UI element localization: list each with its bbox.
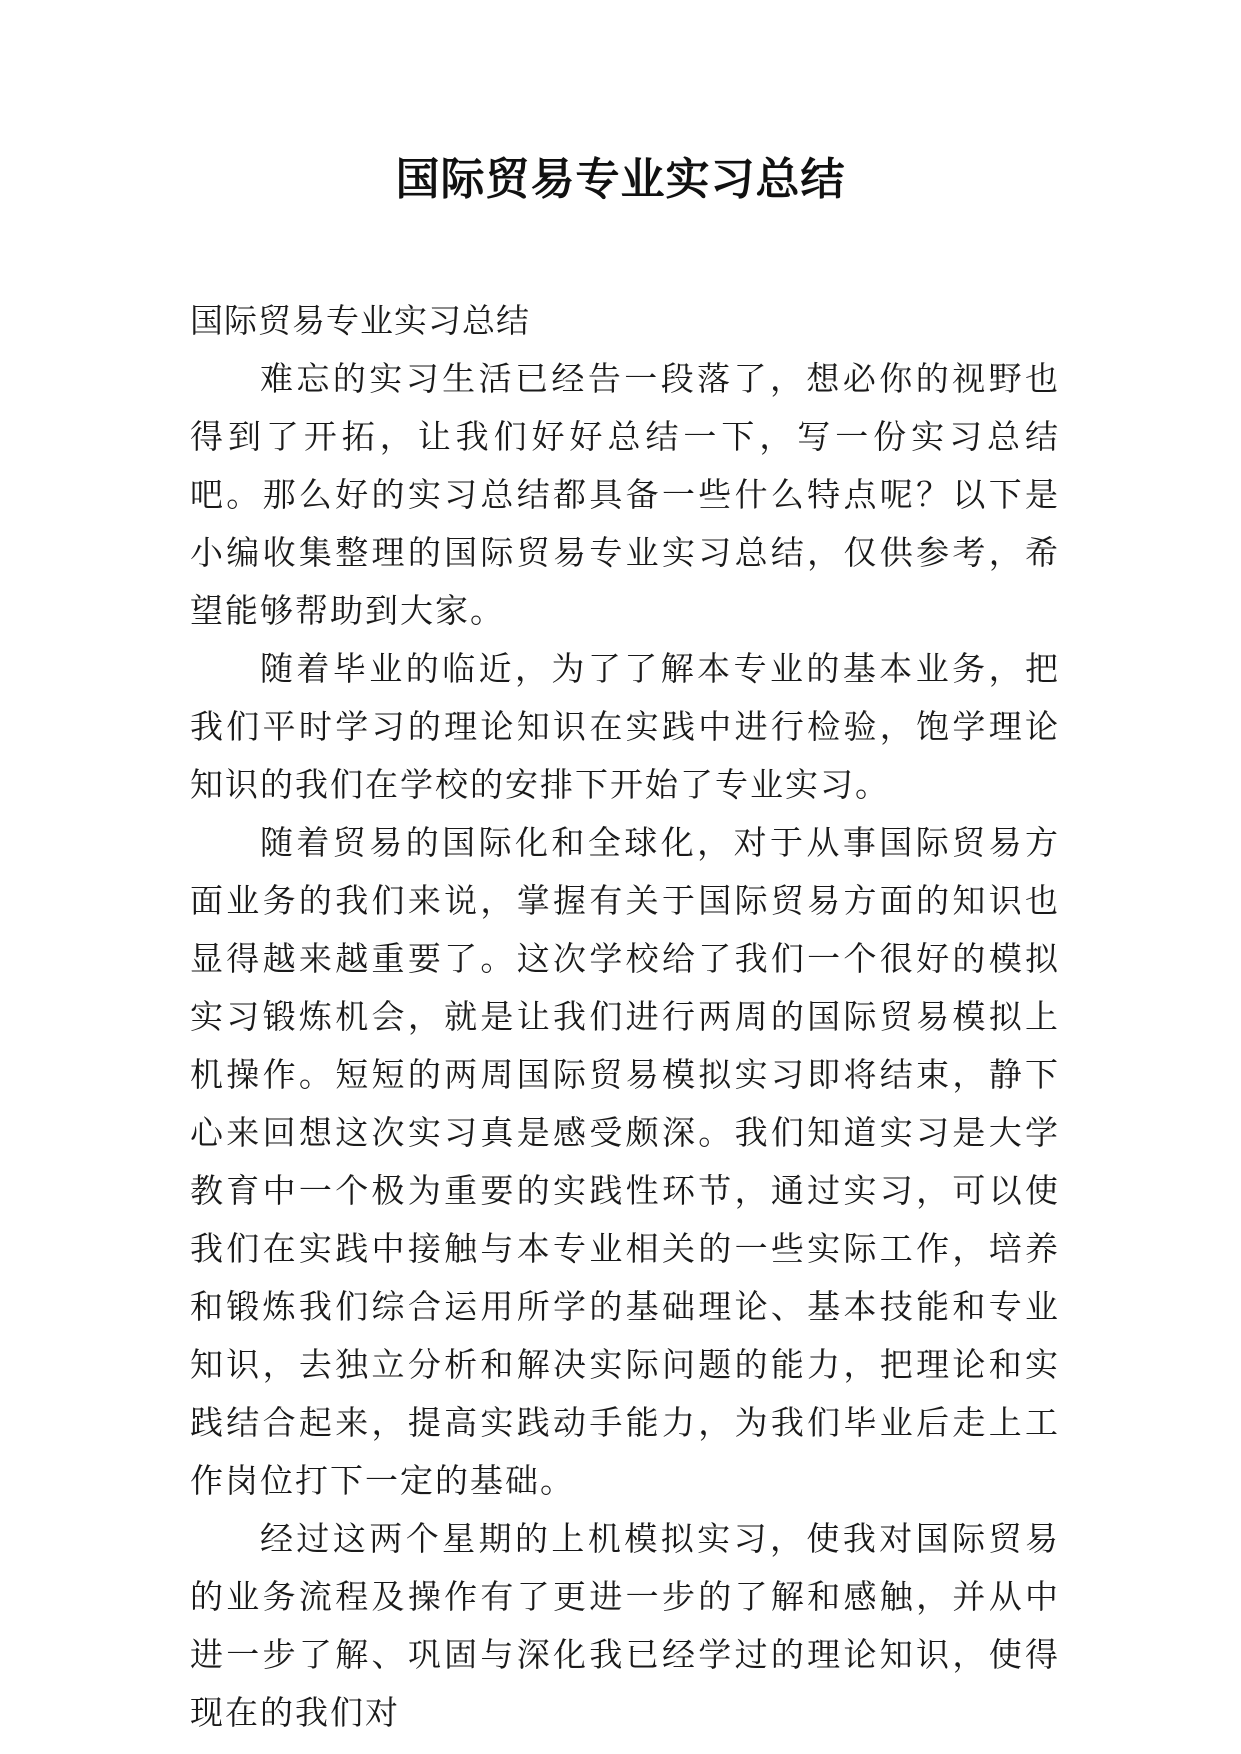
document-title: 国际贸易专业实习总结 (395, 154, 846, 205)
document-subtitle: 国际贸易专业实习总结 (190, 301, 530, 340)
paragraph-intro: 难忘的实习生活已经告一段落了，想必你的视野也得到了开拓，让我们好好总结一下，写一份实习总结吧。那么好的实习总结都具备一些什么特点呢？以下是小编收集整理的国际贸易专业实习总结，仅供参考，希望能够帮助到大家。 (190, 359, 1060, 630)
document-body (190, 292, 1060, 1742)
paragraph-globalization: 随着贸易的国际化和全球化，对于从事国际贸易方面业务的我们来说，掌握有关于国际贸易方面的知识也显得越来越重要了。这次学校给了我们一个很好的模拟实习锻炼机会，就是让我们进行两周的国际贸易模拟上机操作。短短的两周国际贸易模拟实习即将结束，静下心来回想这次实习真是感受颇深。我们知道实习是大学教育中一个极为重要的实践性环节，通过实习，可以使我们在实践中接触与本专业相关的一些实际工作，培养和锻炼我们综合运用所学的基础理论、基本技能和专业知识，去独立分析和解决实际问题的能力，把理论和实践结合起来，提高实践动手能力，为我们毕业后走上工作岗位打下一定的基础。 (190, 823, 1060, 1500)
paragraph-simulation: 经过这两个星期的上机模拟实习，使我对国际贸易的业务流程及操作有了更进一步的了解和感触，并从中进一步了解、巩固与深化我已经学过的理论知识，使得现在的我们对 (190, 1519, 1060, 1732)
paragraph-graduation: 随着毕业的临近，为了了解本专业的基本业务，把我们平时学习的理论知识在实践中进行检验，饱学理论知识的我们在学校的安排下开始了专业实习。 (190, 649, 1060, 804)
